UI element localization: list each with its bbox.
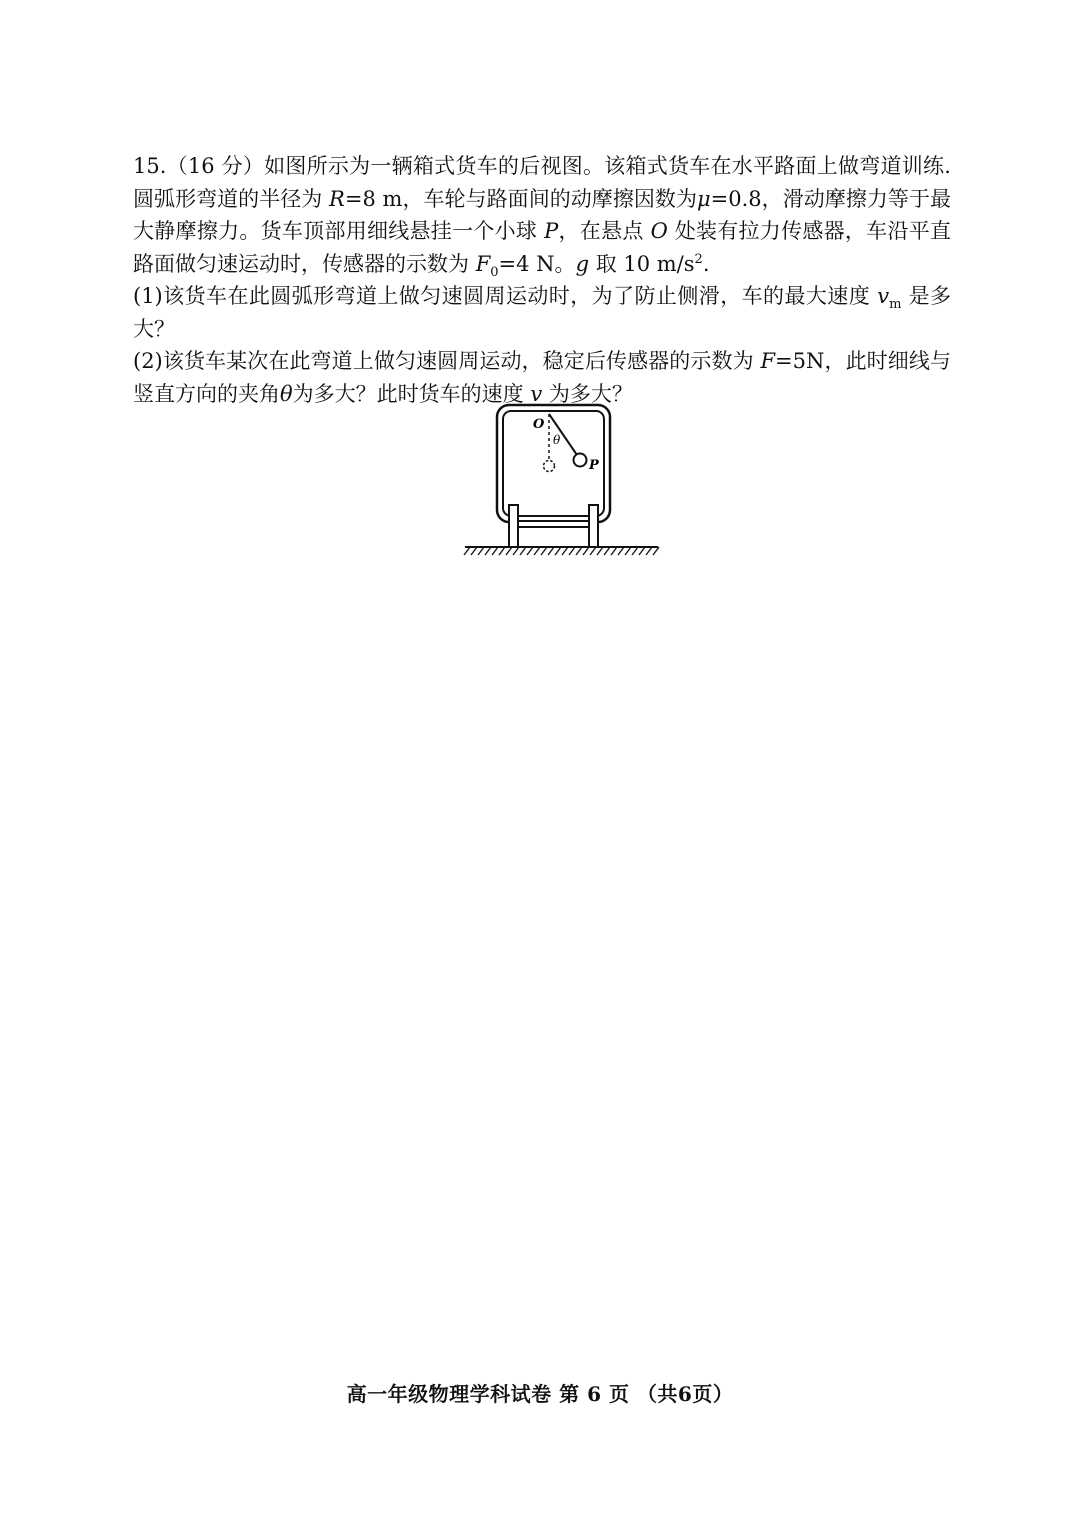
stem-text: =0.8，滑动摩擦力等于最大静摩擦力。货车顶部用细线悬挂一个小球 xyxy=(133,186,951,243)
axle xyxy=(518,521,589,527)
var-mu: μ xyxy=(697,186,711,211)
question-stem: 15.（16 分）如图所示为一辆箱式货车的后视图。该箱式货车在水平路面上做弯道训练.圆弧形弯道的半径为 R=8 m，车轮与路面间的动摩擦因数为μ=0.8，滑动摩擦力等于最大静摩擦力。货车顶部用细线悬挂一个小球 P，在悬点 O 处装有拉力传感器，车沿平直路面做匀速运动时，传感器的示数为 $F_0=4$ N。g 取 10 $m/s^2$. xyxy=(133,154,951,280)
right-wheel xyxy=(589,505,598,547)
label-P: P xyxy=(589,458,599,473)
ground-hatching xyxy=(464,547,659,555)
stem-text: ，在悬点 xyxy=(558,219,651,243)
question-part-2 xyxy=(133,345,951,410)
var-P: P xyxy=(544,219,559,243)
ball-rest-position-dashed xyxy=(544,461,555,472)
question-15 xyxy=(133,150,951,410)
label-O: O xyxy=(533,417,545,432)
var-F0: F xyxy=(475,251,491,276)
question-part-1 xyxy=(133,280,951,345)
truck-rear-view-figure xyxy=(460,402,665,562)
part2-text: =5N，此时细线与竖直方向的夹角 xyxy=(133,349,951,406)
ball-P xyxy=(574,454,587,467)
label-theta: θ xyxy=(553,433,561,447)
var-vm: v xyxy=(877,284,890,308)
part2-text: 为多大？ xyxy=(542,381,633,406)
question-points: （16 分） xyxy=(166,154,265,178)
stem-text: 取 10 m/s xyxy=(589,251,695,276)
unit-superscript: 2 xyxy=(694,251,703,267)
var-F0-subscript: 0 xyxy=(490,264,499,280)
var-F: F xyxy=(760,349,776,373)
stem-text: =8 m，车轮与路面间的动摩擦因数为 xyxy=(344,186,697,211)
var-theta: θ xyxy=(280,381,293,406)
question-number: 15 xyxy=(133,154,160,178)
left-wheel xyxy=(509,505,518,547)
part2-text: 为多大？此时货车的速度 xyxy=(292,381,531,406)
var-vm-subscript: m xyxy=(889,297,902,313)
stem-text: . xyxy=(702,251,710,276)
var-v: v xyxy=(530,381,543,406)
stem-text: 如图所示为一辆箱式货车的后视图。该箱式货车在水平路面上做弯道训练.圆弧形弯道的半径为 xyxy=(133,154,951,211)
stem-text: =4 N。 xyxy=(498,251,576,276)
stem-text: 处装有拉力传感器，车沿平直路面做匀速运动时，传感器的示数为 xyxy=(133,219,951,276)
part2-text: (2)该货车某次在此弯道上做匀速圆周运动，稳定后传感器的示数为 xyxy=(133,349,761,373)
var-O: O xyxy=(650,219,668,243)
part1-text: 是多大？ xyxy=(133,284,951,341)
page-footer: 高一年级物理学科试卷 第 6 页 （共6页） xyxy=(346,1382,734,1406)
var-R: R xyxy=(329,186,345,211)
part1-text: (1)该货车在此圆弧形弯道上做匀速圆周运动时，为了防止侧滑，车的最大速度 xyxy=(133,284,878,308)
var-g: g xyxy=(575,251,590,276)
